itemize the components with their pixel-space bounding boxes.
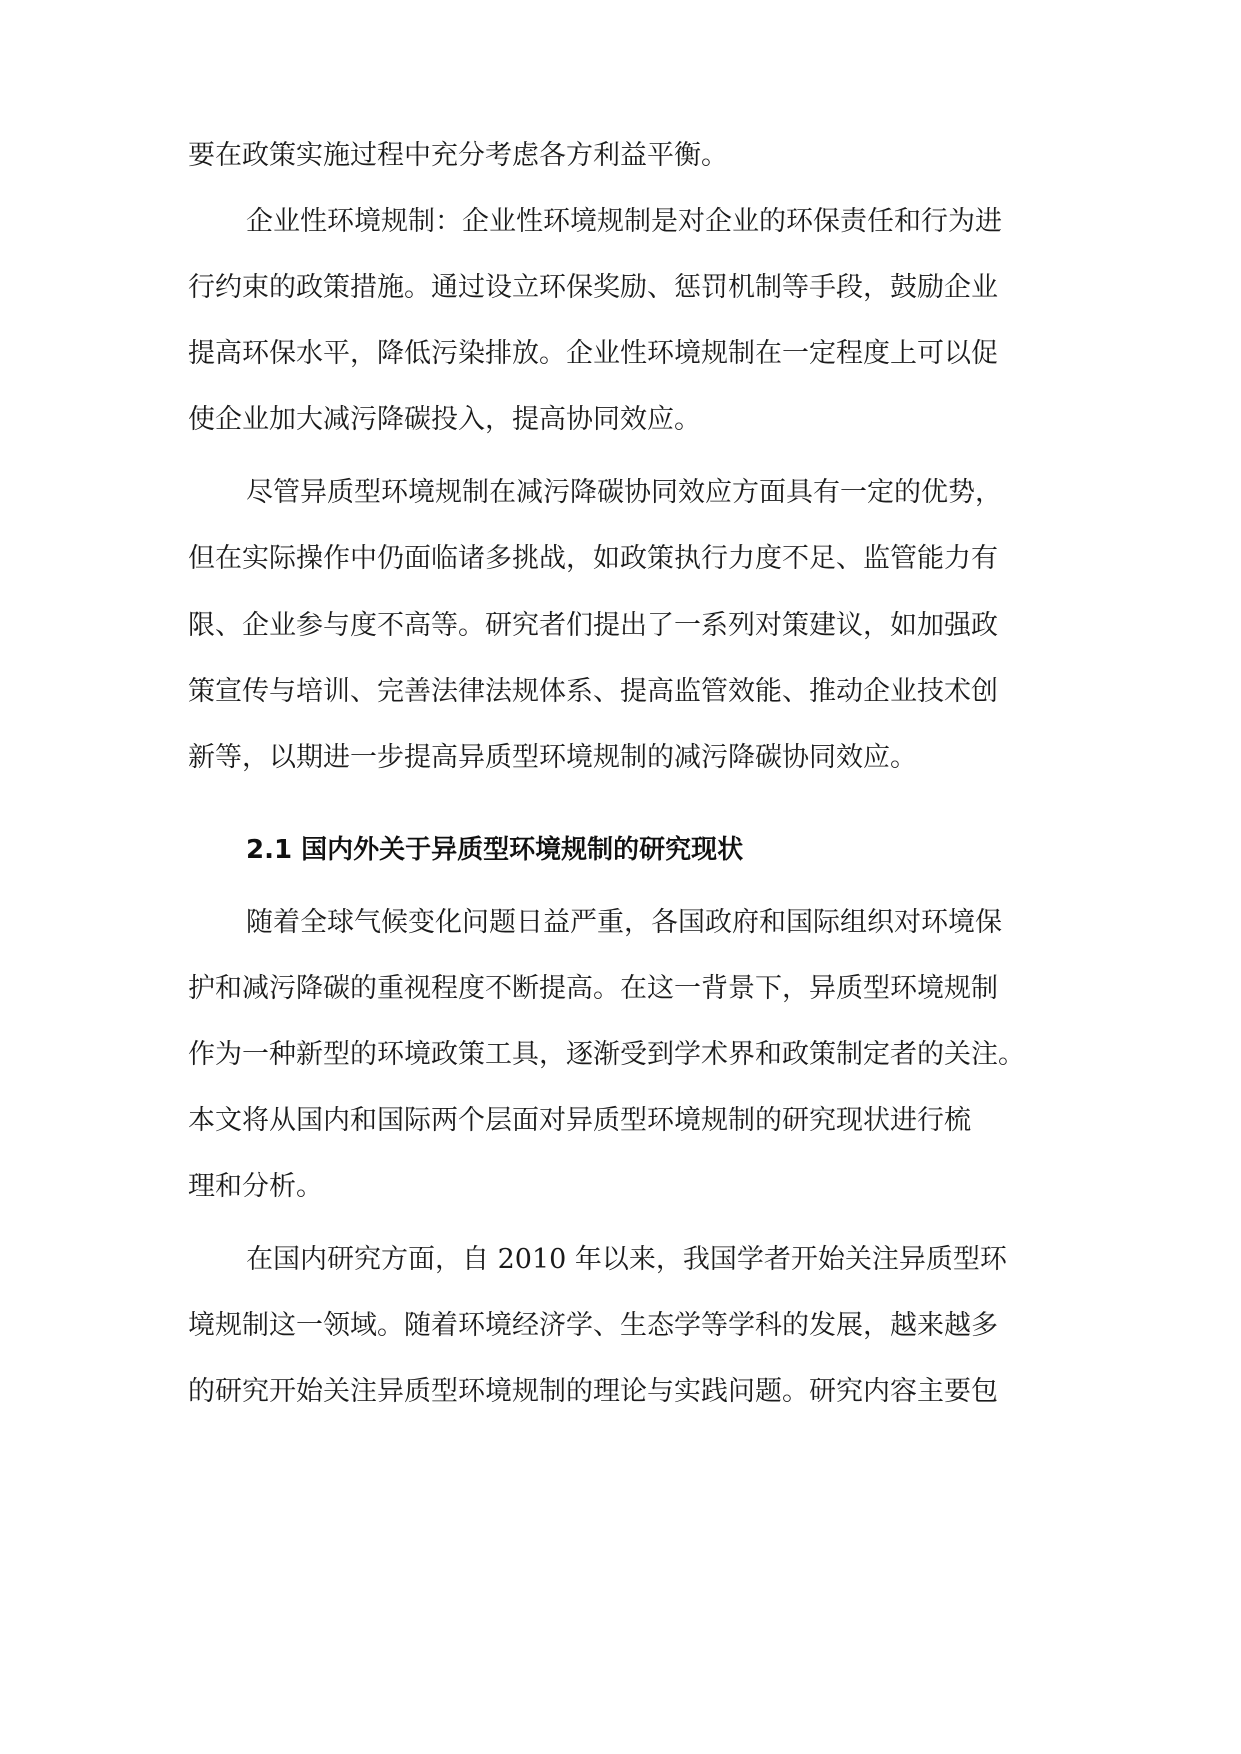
text-line: 新等，以期进一步提高异质型环境规制的减污降碳协同效应。 [188, 742, 917, 773]
text-line: 要在政策实施过程中充分考虑各方利益平衡。 [188, 140, 728, 171]
text-line: 行约束的政策措施。通过设立环保奖励、惩罚机制等手段，鼓励企业 [188, 272, 998, 303]
text-line: 护和减污降碳的重视程度不断提高。在这一背景下，异质型环境规制 [188, 973, 998, 1004]
text-line: 作为一种新型的环境政策工具，逐渐受到学术界和政策制定者的关注。 [188, 1039, 1025, 1070]
text-line: 的研究开始关注异质型环境规制的理论与实践问题。研究内容主要包 [188, 1376, 998, 1407]
text-line: 本文将从国内和国际两个层面对异质型环境规制的研究现状进行梳 [188, 1105, 971, 1136]
text-line: 策宣传与培训、完善法律法规体系、提高监管效能、推动企业技术创 [188, 676, 998, 707]
text-line: 提高环保水平，降低污染排放。企业性环境规制在一定程度上可以促 [188, 338, 998, 369]
text-line: 企业性环境规制：企业性环境规制是对企业的环保责任和行为进 [246, 206, 1002, 237]
text-line: 使企业加大减污降碳投入，提高协同效应。 [188, 404, 701, 435]
text-line: 限、企业参与度不高等。研究者们提出了一系列对策建议，如加强政 [188, 610, 998, 641]
text-line: 境规制这一领域。随着环境经济学、生态学等学科的发展，越来越多 [188, 1310, 998, 1341]
text-line: 随着全球气候变化问题日益严重，各国政府和国际组织对环境保 [246, 907, 1002, 938]
text-line: 理和分析。 [188, 1171, 323, 1202]
section-heading: 2.1 国内外关于异质型环境规制的研究现状 [246, 835, 744, 865]
text-line: 尽管异质型环境规制在减污降碳协同效应方面具有一定的优势， [246, 477, 1002, 508]
text-line: 在国内研究方面，自 2010 年以来，我国学者开始关注异质型环 [246, 1244, 1007, 1275]
text-line: 但在实际操作中仍面临诸多挑战，如政策执行力度不足、监管能力有 [188, 543, 998, 574]
